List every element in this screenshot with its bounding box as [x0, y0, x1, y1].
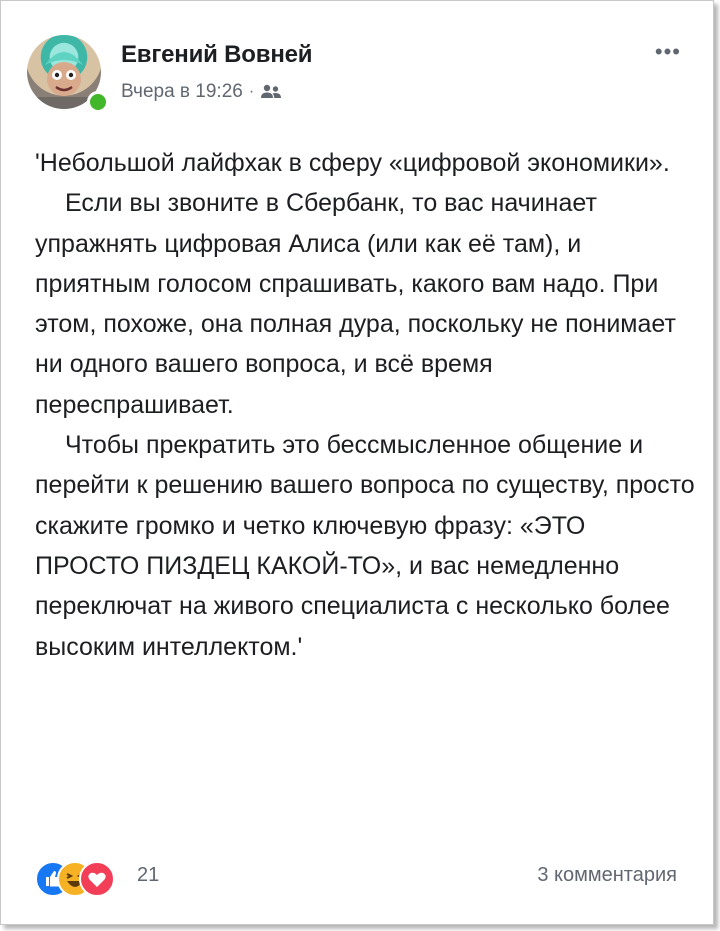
post-body [35, 143, 695, 667]
reactions-summary[interactable] [35, 861, 135, 895]
author-name[interactable]: Евгений Вовней [121, 41, 313, 68]
more-dots-icon[interactable]: ••• [654, 39, 681, 64]
post-paragraph-1: 'Небольшой лайфхак в сферу «цифровой экономики». [35, 149, 670, 177]
love-icon [79, 861, 115, 897]
post-paragraph-3: Чтобы прекратить это бессмысленное общение и перейти к решению вашего вопроса по существу, просто скажите громко и четко ключевую фразу: «ЭТО ПРОСТО ПИЗДЕЦ КАКОЙ-ТО», и вас немедленно переключат на живого специалиста с несколько более высоким интеллектом.' [35, 431, 695, 661]
post-timestamp[interactable]: Вчера в 19:26 [121, 81, 243, 102]
post-meta [121, 81, 282, 103]
friends-icon[interactable] [260, 84, 282, 100]
post-footer [35, 859, 687, 899]
comments-count-link[interactable]: 3 комментария [537, 864, 677, 886]
reaction-count[interactable]: 21 [137, 864, 160, 886]
meta-separator: · [248, 83, 255, 100]
post-header [27, 29, 687, 109]
online-status-icon [87, 91, 109, 113]
post-paragraph-2: Если вы звоните в Сбербанк, то вас начинает упражнять цифровая Алиса (или как её там), и приятным голосом спрашивать, какого вам надо. При этом, похоже, она полная дура, поскольку не понимает ни одного вашего вопроса, и всё время переспрашивает. [35, 189, 676, 419]
